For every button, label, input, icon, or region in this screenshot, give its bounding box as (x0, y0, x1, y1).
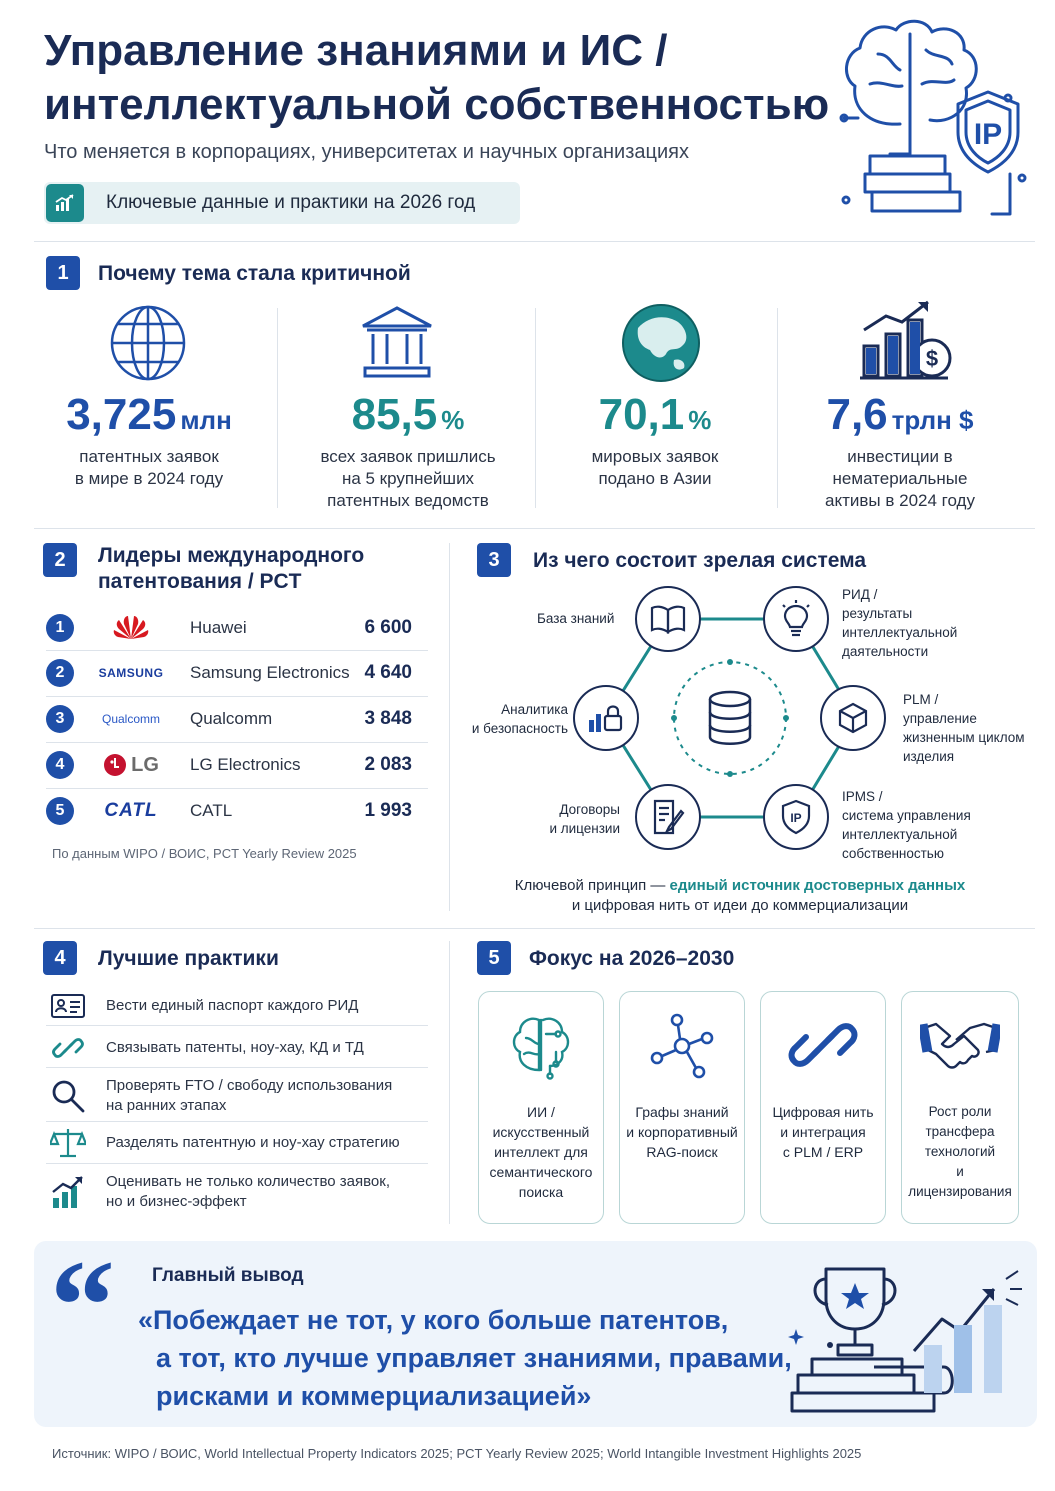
focus-card-ai (478, 991, 604, 1224)
leader-rank: 5 (46, 797, 74, 825)
leader-rank: 4 (46, 751, 74, 779)
leader-divider (46, 650, 428, 651)
leader-rank: 2 (46, 659, 74, 687)
contract-pen-icon (651, 799, 685, 835)
year-badge (44, 182, 520, 224)
practice-divider (46, 1067, 428, 1068)
practice-text: Оценивать не только количество заявок, но и бизнес-эффект (106, 1173, 391, 1210)
ip-shield-text: IP (973, 118, 1003, 151)
leader-name: Huawei (190, 618, 247, 637)
section-5-number: 5 (477, 941, 511, 975)
card-text: ИИ / искусственный интеллект для семантического поиска (489, 1104, 593, 1200)
card-text: Цифровая нить и интеграция с PLM / ERP (772, 1104, 874, 1160)
brain-circuit-icon (506, 1010, 576, 1080)
stat-divider-1 (277, 308, 278, 508)
leader-value: 2 083 (364, 754, 412, 775)
section-4-title: Лучшие практики (98, 947, 279, 970)
analytics-lock-icon (587, 702, 625, 734)
knowledge-base-label: База знаний (537, 611, 615, 626)
stat-value-asia-share: 70,1 % (598, 390, 712, 439)
leader-name: Qualcomm (190, 709, 273, 728)
stat-value-intangibles: 7,6 трлн $ (826, 390, 974, 439)
chain-link-icon (788, 1010, 858, 1080)
practice-item-4 (46, 1125, 428, 1161)
svg-text:IP: IP (790, 811, 802, 825)
divider-section-3 (34, 928, 1035, 929)
leader-rank: 3 (46, 705, 74, 733)
practice-item-5 (46, 1168, 428, 1216)
title-line-2: интеллектуальной собственностью (44, 80, 830, 129)
rid-label: РИД / результаты интеллектуальной даятельности (842, 587, 958, 659)
leader-value: 3 848 (364, 708, 412, 729)
knowledge-base-node (635, 586, 701, 652)
page-title (44, 24, 829, 132)
brain-books-ip-illustration (830, 14, 1035, 229)
contracts-node (635, 784, 701, 850)
stat-desc-top5-share: всех заявок пришлись на 5 крупнейших патентных ведомств (320, 447, 496, 510)
title-line-1: Управление знаниями и ИС / (44, 26, 668, 75)
trophy-growth-illustration (774, 1259, 1024, 1419)
practice-divider (46, 1025, 428, 1026)
leader-rank: 1 (46, 614, 74, 642)
lightbulb-icon (780, 600, 812, 638)
analytics-label: Аналитика и безопасность (471, 702, 568, 736)
bar-growth-icon (46, 1174, 90, 1210)
open-book-icon (650, 604, 686, 634)
section-4-number: 4 (43, 941, 77, 975)
link-icon (46, 1032, 90, 1064)
leader-value: 4 640 (364, 662, 412, 683)
ipms-node (763, 784, 829, 850)
rid-node (763, 586, 829, 652)
scales-icon (46, 1127, 90, 1159)
divider-header (34, 241, 1035, 242)
conclusion-label: Главный вывод (152, 1265, 304, 1286)
section-2-number: 2 (43, 543, 77, 577)
quote-mark-icon: “ (50, 1234, 115, 1378)
leader-value: 1 993 (364, 800, 412, 821)
leader-value: 6 600 (364, 617, 412, 638)
lg-logo-icon: LG (86, 753, 176, 777)
stat-divider-2 (535, 308, 536, 508)
practice-divider (46, 1163, 428, 1164)
practice-text: Связывать патенты, ноу-хау, КД и ТД (106, 1039, 364, 1056)
card-text: Графы знаний и корпоративный RAG-поиск (626, 1104, 738, 1160)
card-text: Рост роли трансфера технологий и лицензирования (908, 1104, 1012, 1199)
leader-divider (46, 742, 428, 743)
practice-item-3 (46, 1072, 428, 1120)
contracts-label: Договоры и лицензии (549, 802, 620, 836)
practice-item-1 (46, 988, 428, 1024)
stat-value-top5-share: 85,5 % (351, 390, 465, 439)
section-4-5-divider (449, 941, 450, 1224)
focus-card-tech-transfer (901, 991, 1019, 1224)
leader-divider (46, 696, 428, 697)
section-3-title: Из чего состоит зрелая система (533, 549, 867, 572)
leader-divider (46, 788, 428, 789)
magnifier-icon (46, 1078, 90, 1114)
id-card-icon (46, 993, 90, 1019)
analytics-security-node (573, 685, 639, 751)
section-1-title: Почему тема стала критичной (98, 262, 411, 285)
ip-shield-icon (780, 799, 812, 835)
leader-row-4 (46, 745, 428, 785)
catl-logo-icon: CATL (104, 800, 158, 821)
focus-card-knowledge-graph (619, 991, 745, 1224)
network-graph-icon (647, 1010, 717, 1080)
cube-icon (836, 701, 870, 735)
samsung-logo-icon: SAMSUNG (98, 666, 164, 680)
section-1-number: 1 (46, 256, 80, 290)
stat-desc-intangibles: инвестиции в нематериальные активы в 2024 году (825, 447, 975, 510)
ipms-label: IPMS / система управления интеллектуальной собственностью (842, 789, 971, 861)
focus-card-digital-thread (760, 991, 886, 1224)
leaders-source-note: По данным WIPO / ВОИС, PCT Yearly Review 2025 (52, 846, 357, 861)
plm-label: PLM / управление жизненным циклом изделия (903, 692, 1025, 764)
page-subtitle: Что меняется в корпорациях, университетах и научных организациях (44, 141, 689, 163)
qualcomm-logo-icon: Qualcomm (101, 712, 160, 726)
leader-row-5 (46, 791, 428, 831)
practice-text: Вести единый паспорт каждого РИД (106, 997, 359, 1014)
badge-text: Ключевые данные и практики на 2026 год (106, 192, 476, 213)
section-2-3-divider (449, 543, 450, 911)
leader-name: LG Electronics (190, 755, 301, 774)
leader-name: Samsung Electronics (190, 663, 350, 682)
section-3-number: 3 (477, 543, 511, 577)
asia-globe-icon (620, 302, 702, 384)
practice-divider (46, 1121, 428, 1122)
stat-value-applications: 3,725 млн (66, 390, 232, 439)
svg-text:$: $ (925, 346, 939, 371)
leader-row-2 (46, 653, 428, 693)
practice-text: Разделять патентную и ноу-хау стратегию (106, 1134, 400, 1151)
section-5-title: Фокус на 2026–2030 (529, 947, 735, 970)
practice-item-2 (46, 1030, 428, 1066)
handshake-icon (920, 1010, 1000, 1076)
database-icon (710, 692, 750, 744)
footer-source: Источник: WIPO / ВОИС, World Intellectual Property Indicators 2025; PCT Yearly Review 2025; World Intangible Investment Highlights 2025 (52, 1446, 862, 1461)
leader-row-3 (46, 699, 428, 739)
key-principle: Ключевой принцип — единый источник достоверных данных и цифровая нить от идеи до коммерциализации (514, 877, 966, 914)
stat-desc-applications: патентных заявок в мире в 2024 году (74, 447, 224, 488)
practice-text: Проверять FTO / свободу использования на ранних этапах (106, 1077, 393, 1114)
section-2-title: Лидеры международного патентования / PCT (98, 544, 365, 594)
leader-name: CATL (190, 801, 233, 820)
chart-badge-icon (46, 184, 84, 222)
plm-node (820, 685, 886, 751)
huawei-logo-icon (86, 612, 176, 645)
stat-divider-3 (777, 308, 778, 508)
divider-section-1 (34, 528, 1035, 529)
stat-desc-asia-share: мировых заявок подано в Азии (591, 447, 719, 488)
growth-chart-dollar-icon (858, 296, 958, 384)
conclusion-quote: «Побеждает не тот, у кого больше патентов, а тот, кто лучше управляет знаниями, правами, рисками и коммерциализацией» (138, 1305, 792, 1411)
conclusion-panel (34, 1234, 1037, 1427)
leader-row-1 (46, 608, 428, 648)
globe-icon (106, 302, 190, 384)
institution-building-icon (357, 302, 437, 382)
